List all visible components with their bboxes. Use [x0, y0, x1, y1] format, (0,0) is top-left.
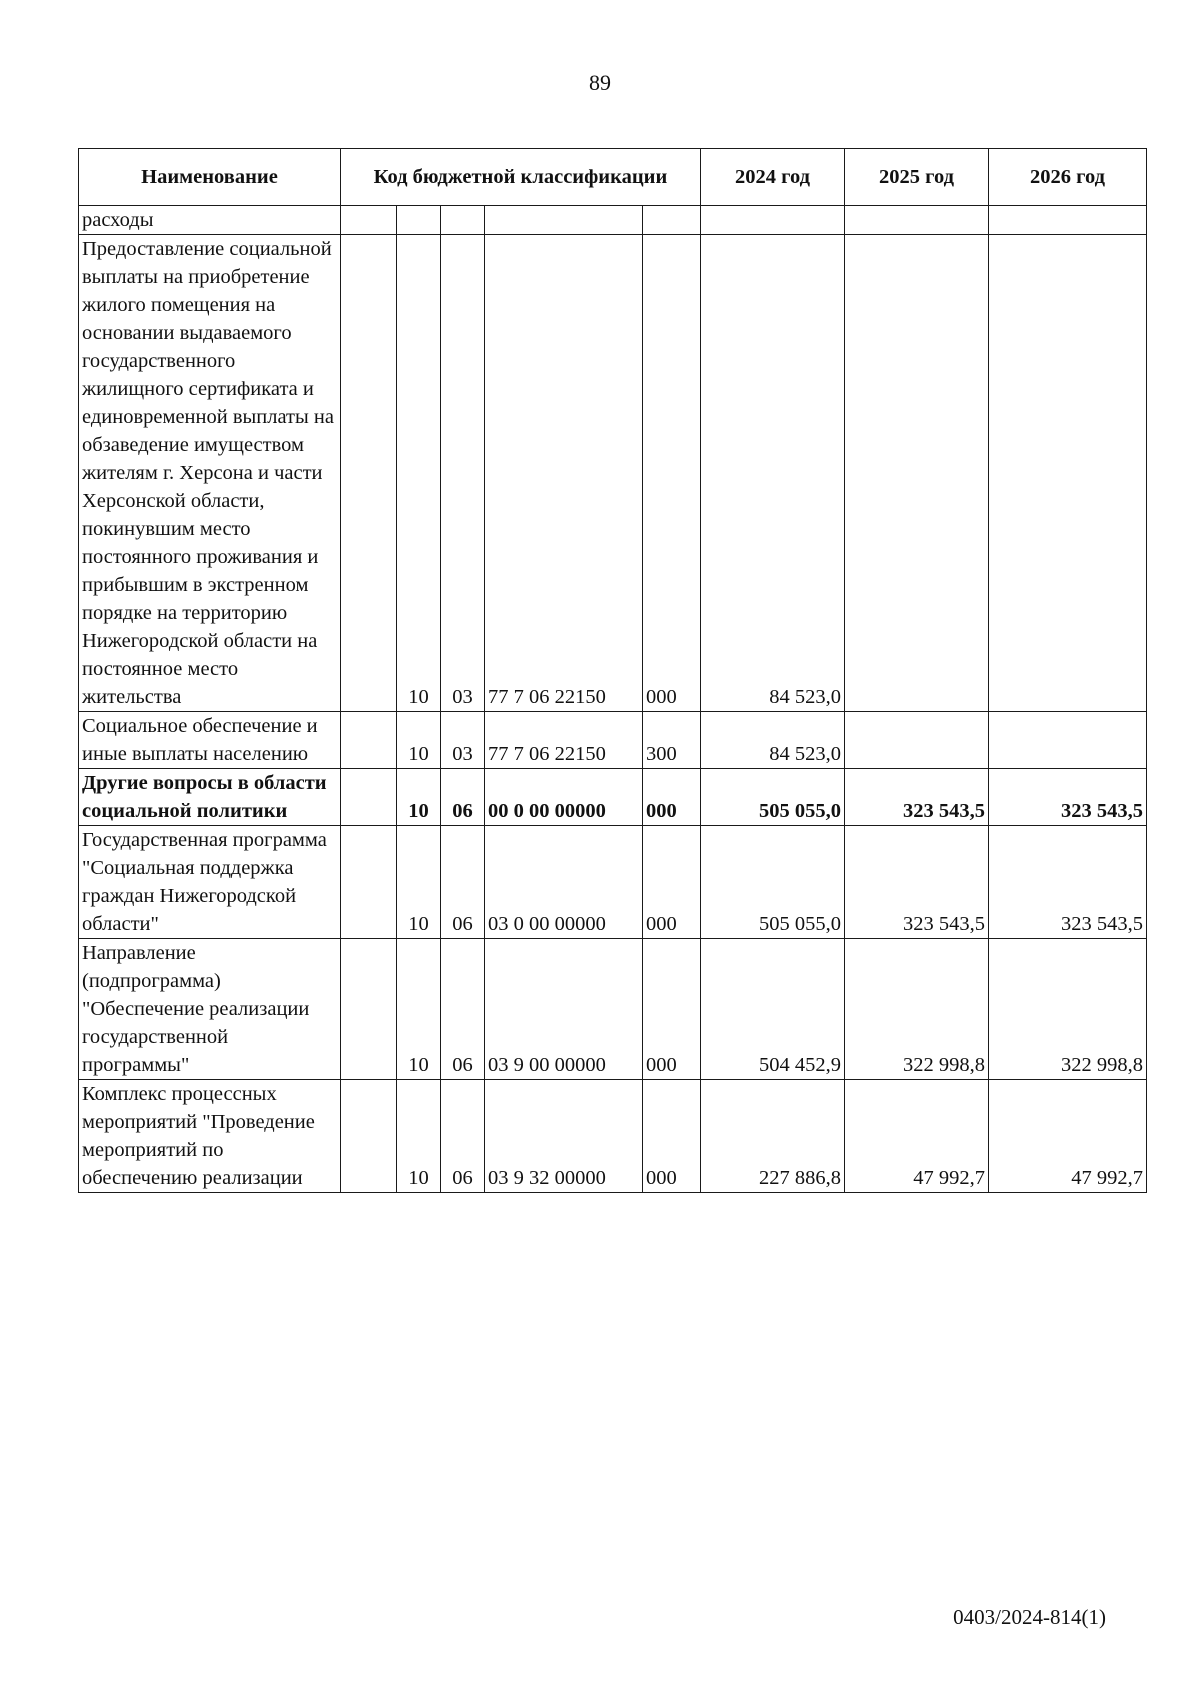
row-csr: 03 0 00 00000 — [485, 826, 643, 939]
row-blank-cell — [341, 206, 397, 235]
row-vr: 000 — [643, 769, 701, 826]
document-code: 0403/2024-814(1) — [953, 1605, 1106, 1629]
row-csr: 03 9 32 00000 — [485, 1080, 643, 1193]
row-pr: 06 — [441, 939, 485, 1080]
row-vr: 000 — [643, 1080, 701, 1193]
table-row — [79, 235, 1147, 712]
row-vr: 300 — [643, 712, 701, 769]
row-vr: 000 — [643, 235, 701, 712]
row-2026: 47 992,7 — [989, 1080, 1147, 1193]
table-row — [79, 712, 1147, 769]
row-csr: 00 0 00 00000 — [485, 769, 643, 826]
budget-table — [78, 148, 1147, 1193]
row-2024: 505 055,0 — [701, 826, 845, 939]
row-vr: 000 — [643, 939, 701, 1080]
row-blank-cell — [341, 235, 397, 712]
header-2026: 2026 год — [989, 149, 1147, 206]
table-row — [79, 826, 1147, 939]
table-header-row — [79, 149, 1147, 206]
row-pr: 06 — [441, 826, 485, 939]
header-2025: 2025 год — [845, 149, 989, 206]
row-2026 — [989, 235, 1147, 712]
table-row — [79, 939, 1147, 1080]
row-pr: 03 — [441, 235, 485, 712]
row-2024: 504 452,9 — [701, 939, 845, 1080]
row-2024: 227 886,8 — [701, 1080, 845, 1193]
row-2025: 323 543,5 — [845, 769, 989, 826]
row-csr: 77 7 06 22150 — [485, 235, 643, 712]
row-rz: 10 — [397, 769, 441, 826]
page-number: 89 — [589, 70, 611, 95]
row-2024: 505 055,0 — [701, 769, 845, 826]
row-2024 — [701, 206, 845, 235]
row-2025 — [845, 206, 989, 235]
row-2024: 84 523,0 — [701, 235, 845, 712]
row-blank-cell — [341, 769, 397, 826]
row-2026 — [989, 206, 1147, 235]
row-pr: 03 — [441, 712, 485, 769]
row-2025: 47 992,7 — [845, 1080, 989, 1193]
row-blank-cell — [341, 826, 397, 939]
row-blank-cell — [341, 939, 397, 1080]
header-name: Наименование — [79, 149, 341, 206]
row-name: Социальное обеспечение и иные выплаты населению — [79, 712, 341, 769]
row-rz — [397, 206, 441, 235]
row-2026: 323 543,5 — [989, 826, 1147, 939]
row-name: Государственная программа "Социальная поддержка граждан Нижегородской области" — [79, 826, 341, 939]
row-vr: 000 — [643, 826, 701, 939]
row-pr: 06 — [441, 769, 485, 826]
row-blank-cell — [341, 712, 397, 769]
row-csr — [485, 206, 643, 235]
row-csr: 03 9 00 00000 — [485, 939, 643, 1080]
row-2025: 323 543,5 — [845, 826, 989, 939]
table-row — [79, 1080, 1147, 1193]
row-rz: 10 — [397, 939, 441, 1080]
row-2025 — [845, 712, 989, 769]
row-2025: 322 998,8 — [845, 939, 989, 1080]
row-name: Направление (подпрограмма) "Обеспечение реализации государственной программы" — [79, 939, 341, 1080]
row-name: Предоставление социальной выплаты на приобретение жилого помещения на основании выдаваемого государственного жилищного сертификата и единовременной выплаты на обзаведение имуществом жителям г. Херсона и части Херсонской области, покинувшим место постоянного проживания и прибывшим в экстренном порядке на территорию Нижегородской области на постоянное место жительства — [79, 235, 341, 712]
row-pr — [441, 206, 485, 235]
header-code: Код бюджетной классификации — [341, 149, 701, 206]
row-rz: 10 — [397, 235, 441, 712]
row-2026: 322 998,8 — [989, 939, 1147, 1080]
row-csr: 77 7 06 22150 — [485, 712, 643, 769]
row-blank-cell — [341, 1080, 397, 1193]
row-rz: 10 — [397, 712, 441, 769]
row-name: Другие вопросы в области социальной политики — [79, 769, 341, 826]
row-vr — [643, 206, 701, 235]
table-row — [79, 206, 1147, 235]
row-name: расходы — [79, 206, 341, 235]
row-2025 — [845, 235, 989, 712]
row-rz: 10 — [397, 826, 441, 939]
row-rz: 10 — [397, 1080, 441, 1193]
row-2026: 323 543,5 — [989, 769, 1147, 826]
row-2026 — [989, 712, 1147, 769]
row-2024: 84 523,0 — [701, 712, 845, 769]
row-pr: 06 — [441, 1080, 485, 1193]
row-name: Комплекс процессных мероприятий "Проведение мероприятий по обеспечению реализации — [79, 1080, 341, 1193]
header-2024: 2024 год — [701, 149, 845, 206]
table-row — [79, 769, 1147, 826]
